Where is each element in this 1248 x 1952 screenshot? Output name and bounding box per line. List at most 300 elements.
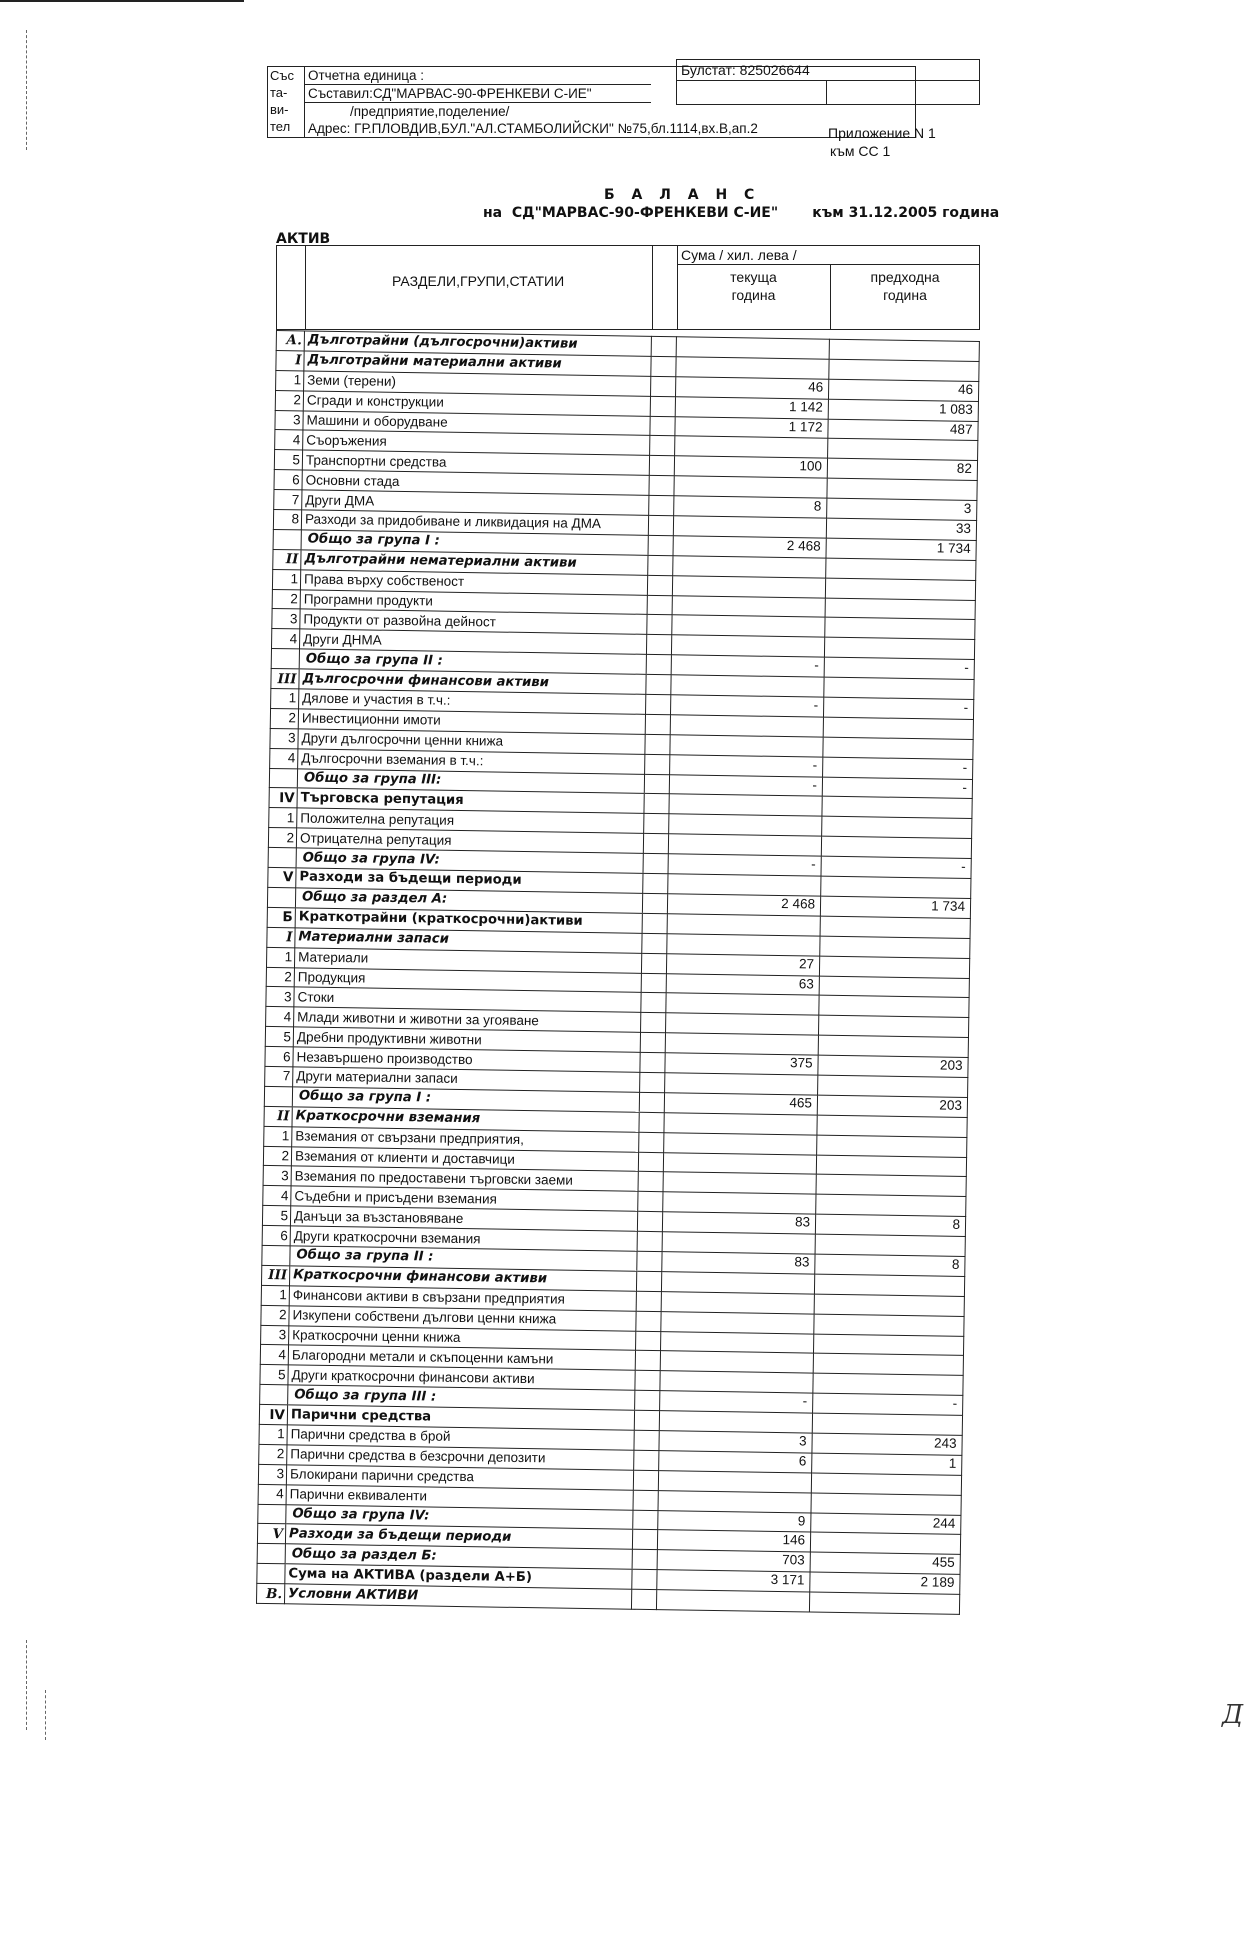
row-number (258, 1504, 286, 1524)
gap-cell (651, 376, 676, 396)
previous-year-value (812, 1413, 962, 1435)
row-number (267, 887, 295, 907)
previous-year-header (830, 268, 980, 304)
current-year-value: 146 (657, 1530, 810, 1552)
row-number: 2 (261, 1305, 289, 1325)
gap-cell (632, 1569, 657, 1589)
previous-year-value: 1 734 (826, 538, 976, 560)
current-year-value (675, 436, 828, 458)
current-year-value: 63 (666, 973, 819, 995)
row-number (268, 848, 296, 868)
previous-year-value: 33 (826, 518, 976, 540)
row-label: Общо за група I : (292, 1087, 639, 1112)
current-year-value (667, 933, 820, 955)
current-year-value: 8 (674, 496, 827, 518)
row-label: Благородни метали и скъпоценни камъни (288, 1345, 635, 1370)
row-label: Дялове и участия в т.ч.: (299, 689, 646, 714)
row-number: 3 (270, 728, 298, 748)
previous-year-value (816, 1155, 966, 1177)
appendix-note (828, 124, 936, 160)
current-year-value (669, 794, 822, 816)
current-year-value (672, 615, 825, 637)
row-number: II (273, 549, 301, 569)
row-label: Дребни продуктивни животни (293, 1027, 640, 1052)
appendix-line: Приложение N 1 (828, 125, 936, 141)
previous-year-value (824, 638, 974, 660)
header-line: година (883, 287, 927, 303)
row-label: Други краткосрочни финансови активи (288, 1365, 635, 1390)
previous-year-value (818, 1035, 968, 1057)
row-label: Общо за раздел А: (295, 888, 642, 913)
current-year-header (677, 268, 830, 304)
row-label: Материални запаси (295, 928, 642, 953)
gap-cell (644, 814, 669, 834)
gap-cell (650, 396, 675, 416)
row-label: Други материални запаси (293, 1067, 640, 1092)
row-number: V (257, 1524, 285, 1544)
margin-punch-marks (45, 1690, 50, 1740)
row-label: Парични еквиваленти (286, 1484, 633, 1509)
gap-cell (641, 953, 666, 973)
row-number (257, 1544, 285, 1564)
current-year-value (672, 575, 825, 597)
current-year-value (669, 814, 822, 836)
row-label: Дълготрайни нематериални активи (301, 550, 648, 575)
previous-year-value: 8 (815, 1254, 965, 1276)
current-year-value (672, 595, 825, 617)
row-label: Стоки (294, 987, 641, 1012)
current-year-value (659, 1411, 812, 1433)
gap-cell (649, 456, 674, 476)
gap-cell (636, 1291, 661, 1311)
gap-cell (633, 1510, 658, 1530)
gap-cell (651, 336, 676, 356)
balance-table-body (256, 331, 979, 1615)
row-number: I (276, 350, 304, 370)
row-number: 5 (262, 1206, 290, 1226)
gap-cell (636, 1331, 661, 1351)
row-label: Програмни продукти (300, 589, 647, 614)
previous-year-value: 1 (812, 1453, 962, 1475)
current-year-value (663, 1152, 816, 1174)
gap-cell (637, 1231, 662, 1251)
row-number: 4 (258, 1484, 286, 1504)
gap-cell (639, 1112, 664, 1132)
row-label: Общо за група III: (297, 768, 644, 793)
previous-year-value (817, 1115, 967, 1137)
row-label: Краткосрочни финансови активи (289, 1266, 636, 1291)
current-year-value (660, 1371, 813, 1393)
current-year-value: 2 468 (667, 894, 820, 916)
gap-cell (650, 436, 675, 456)
row-label: Млади животни и животни за угояване (294, 1007, 641, 1032)
previous-year-value: 1 734 (820, 896, 970, 918)
side-label-line: та- (270, 85, 288, 100)
row-number: V (268, 867, 296, 887)
gap-cell (640, 1032, 665, 1052)
row-label: Дълготрайни материални активи (304, 351, 651, 376)
row-label: Краткосрочни вземания (292, 1107, 639, 1132)
previous-year-value (828, 439, 978, 461)
previous-year-value (813, 1334, 963, 1356)
row-number: 3 (258, 1464, 286, 1484)
row-number: 4 (260, 1345, 288, 1365)
aktiv-label: АКТИВ (276, 231, 331, 247)
gap-cell (643, 873, 668, 893)
gap-cell (649, 476, 674, 496)
sections-header: РАЗДЕЛИ,ГРУПИ,СТАТИИ (392, 273, 565, 289)
row-number (262, 1245, 290, 1265)
row-label: Съоръжения (303, 430, 650, 455)
previous-year-value (817, 1135, 967, 1157)
row-number: III (271, 669, 299, 689)
row-number: 2 (270, 708, 298, 728)
previous-year-value (809, 1592, 959, 1614)
row-label: Общо за група I : (301, 530, 648, 555)
row-label: Положителна репутация (297, 808, 644, 833)
row-label: Блокирани парични средства (286, 1465, 633, 1490)
row-label: Условни АКТИВИ (284, 1584, 631, 1609)
previous-year-value (822, 797, 972, 819)
current-year-value (666, 993, 819, 1015)
current-year-value (676, 337, 829, 359)
table-header (276, 245, 980, 330)
enterprise-note: /предприятие,поделение/ (350, 104, 510, 119)
previous-year-value: 203 (818, 1055, 968, 1077)
previous-year-value (829, 359, 979, 381)
row-number: 1 (266, 947, 294, 967)
row-number: 2 (266, 967, 294, 987)
row-number: 4 (275, 430, 303, 450)
gap-cell (650, 416, 675, 436)
current-year-value (661, 1331, 814, 1353)
gap-cell (632, 1550, 657, 1570)
previous-year-value (819, 976, 969, 998)
row-label: Общо за раздел Б: (285, 1544, 632, 1569)
current-year-value (668, 874, 821, 896)
row-number: 3 (266, 987, 294, 1007)
current-year-value (658, 1490, 811, 1512)
row-number: II (264, 1106, 292, 1126)
row-number: 2 (275, 390, 303, 410)
previous-year-value (820, 936, 970, 958)
gap-cell (642, 913, 667, 933)
current-year-value: 83 (662, 1252, 815, 1274)
row-number: 2 (259, 1444, 287, 1464)
gap-cell (638, 1152, 663, 1172)
row-number: 5 (274, 450, 302, 470)
row-number: 7 (274, 490, 302, 510)
previous-year-value (816, 1194, 966, 1216)
previous-year-value (811, 1473, 961, 1495)
gap-cell (631, 1589, 656, 1609)
side-label-line: ви- (270, 102, 289, 117)
previous-year-value (820, 916, 970, 938)
row-label: Краткотрайни (краткосрочни)активи (295, 908, 642, 933)
previous-year-value (818, 1015, 968, 1037)
current-year-value (658, 1470, 811, 1492)
previous-year-value: - (823, 757, 973, 779)
row-label: Други ДНМА (299, 629, 646, 654)
current-year-value (661, 1311, 814, 1333)
row-label: Общо за група II : (299, 649, 646, 674)
previous-year-value (825, 578, 975, 600)
row-label: Земи (терени) (304, 371, 651, 396)
row-label: Търговска репутация (297, 788, 644, 813)
side-label-line: Със (270, 68, 295, 83)
row-label: Общо за група IV: (286, 1504, 633, 1529)
gap-cell (634, 1450, 659, 1470)
current-year-value: 2 468 (673, 536, 826, 558)
compiled-by: Съставил:СД"МАРВАС-90-ФРЕНКЕВИ С-ИЕ" (305, 85, 651, 103)
address-line: Адрес: ГР.ПЛОВДИВ,БУЛ."АЛ.СТАМБОЛИЙСКИ" №75,бл.1114,вх.В,ап.2 (308, 121, 758, 136)
row-label: Продукция (294, 967, 641, 992)
reporting-unit: Отчетна единица : (305, 67, 651, 85)
gap-cell (639, 1132, 664, 1152)
gap-cell (648, 555, 673, 575)
current-year-value: 703 (657, 1550, 810, 1572)
row-label: Незавършено производство (293, 1047, 640, 1072)
row-number (260, 1385, 288, 1405)
gap-cell (645, 754, 670, 774)
row-label: Материали (294, 947, 641, 972)
current-year-value (662, 1232, 815, 1254)
previous-year-value (821, 876, 971, 898)
row-label: Разходи за придобиване и ликвидация на ДМА (301, 510, 648, 535)
row-number: 1 (276, 370, 304, 390)
current-year-value (674, 476, 827, 498)
previous-year-value (813, 1353, 963, 1375)
previous-year-value (823, 717, 973, 739)
previous-year-value: 244 (811, 1513, 961, 1535)
current-year-value: 3 171 (657, 1570, 810, 1592)
gap-cell (647, 575, 672, 595)
current-year-value: 375 (665, 1053, 818, 1075)
previous-year-value: 82 (827, 459, 977, 481)
row-number: 8 (273, 510, 301, 530)
row-number (271, 649, 299, 669)
previous-year-value: 3 (827, 498, 977, 520)
gap-cell (644, 794, 669, 814)
current-year-value: - (671, 655, 824, 677)
current-year-value (660, 1351, 813, 1373)
row-label: Инвестиционни имоти (298, 709, 645, 734)
gap-cell (640, 1052, 665, 1072)
gap-cell (643, 834, 668, 854)
previous-year-value (822, 817, 972, 839)
previous-year-value (819, 956, 969, 978)
row-label: Други дългосрочни ценни книжа (298, 729, 645, 754)
current-year-value: 465 (664, 1093, 817, 1115)
gap-cell (639, 1092, 664, 1112)
row-label: Общо за група III : (288, 1385, 635, 1410)
row-label: Машини и оборудване (303, 411, 650, 436)
row-number: 2 (272, 589, 300, 609)
gap-cell (633, 1470, 658, 1490)
gap-cell (648, 515, 673, 535)
current-year-value: 27 (666, 953, 819, 975)
previous-year-value (815, 1234, 965, 1256)
gap-cell (632, 1530, 657, 1550)
previous-year-value: - (823, 697, 973, 719)
signature-mark: Д (1222, 1700, 1244, 1730)
current-year-value (665, 1073, 818, 1095)
compiler-side-label (268, 67, 305, 137)
gap-cell (642, 893, 667, 913)
row-number: I (267, 927, 295, 947)
row-label: Парични средства (287, 1405, 634, 1430)
row-label: Съдебни и присъдени вземания (291, 1186, 638, 1211)
row-label: Други ДМА (302, 490, 649, 515)
previous-year-value (827, 478, 977, 500)
previous-year-value: 2 189 (810, 1572, 960, 1594)
row-number: 1 (271, 688, 299, 708)
current-year-value: 1 172 (675, 416, 828, 438)
gap-cell (637, 1251, 662, 1271)
previous-year-value (826, 558, 976, 580)
previous-year-value: 487 (828, 419, 978, 441)
balance-table (256, 330, 980, 1615)
row-number: 1 (261, 1285, 289, 1305)
row-label: Разходи за бъдещи периоди (285, 1524, 632, 1549)
current-year-value: 46 (676, 377, 829, 399)
row-number: 3 (261, 1325, 289, 1345)
row-label: Финансови активи в свързани предприятия (289, 1286, 636, 1311)
row-number: 7 (265, 1066, 293, 1086)
gap-cell (636, 1271, 661, 1291)
gap-cell (634, 1430, 659, 1450)
current-year-value (673, 556, 826, 578)
previous-year-value (821, 836, 971, 858)
row-label: Продукти от развойна дейност (300, 609, 647, 634)
current-year-value (661, 1291, 814, 1313)
gap-cell (638, 1192, 663, 1212)
gap-cell (641, 973, 666, 993)
scan-edge-line (0, 0, 244, 2)
row-label: Вземания от клиенти и доставчици (291, 1146, 638, 1171)
row-number: 1 (264, 1126, 292, 1146)
row-number: В. (256, 1583, 284, 1603)
gap-cell (642, 933, 667, 953)
previous-year-value: - (822, 777, 972, 799)
row-label: Данъци за възстановяване (290, 1206, 637, 1231)
current-year-value (666, 1013, 819, 1035)
current-year-value: 9 (658, 1510, 811, 1532)
row-label: Отрицателна репутация (296, 828, 643, 853)
previous-year-value (824, 677, 974, 699)
row-number: 2 (268, 828, 296, 848)
gap-cell (635, 1390, 660, 1410)
current-year-value (670, 735, 823, 757)
row-label: Дълготрайни (дългосрочни)активи (304, 331, 651, 356)
document-title: Б А Л А Н С (604, 187, 761, 203)
current-year-value (664, 1112, 817, 1134)
bulstat-divider (826, 81, 827, 104)
bulstat-box (676, 59, 980, 105)
gap-cell (643, 853, 668, 873)
row-number (257, 1564, 285, 1584)
previous-year-value (818, 1075, 968, 1097)
row-label: Сума на АКТИВА (раздели А+Б) (285, 1564, 632, 1589)
margin-punch-marks (26, 30, 31, 150)
current-year-value (676, 357, 829, 379)
current-year-value (663, 1192, 816, 1214)
current-year-value: - (670, 754, 823, 776)
row-label: Вземания от свързани предприятия, (292, 1126, 639, 1151)
current-year-value (667, 914, 820, 936)
current-year-value (673, 516, 826, 538)
bulstat-number: Булстат: 825026644 (677, 60, 979, 81)
current-year-value: 100 (674, 456, 827, 478)
gap-cell (645, 714, 670, 734)
side-label-line: тел (270, 119, 291, 134)
row-label: Разходи за бъдещи периоди (296, 868, 643, 893)
previous-year-value (819, 996, 969, 1018)
gap-cell (649, 496, 674, 516)
row-label: Транспортни средства (302, 450, 649, 475)
previous-year-value: 46 (828, 379, 978, 401)
row-label: Права върху собственост (300, 570, 647, 595)
previous-year-value: 1 083 (828, 399, 978, 421)
row-number: 4 (270, 748, 298, 768)
previous-year-value (823, 737, 973, 759)
gap-cell (635, 1371, 660, 1391)
gap-cell (645, 734, 670, 754)
sum-header: Сума / хил. лева / (681, 247, 797, 263)
row-number: 3 (263, 1166, 291, 1186)
row-label: Общо за група II : (290, 1246, 637, 1271)
gap-cell (641, 993, 666, 1013)
row-number: 3 (275, 410, 303, 430)
previous-year-value (814, 1274, 964, 1296)
current-year-value (665, 1033, 818, 1055)
previous-year-value (816, 1174, 966, 1196)
current-year-value (671, 675, 824, 697)
previous-year-value (814, 1314, 964, 1336)
gap-cell (648, 535, 673, 555)
header-line: предходна (870, 269, 940, 285)
gap-cell (634, 1410, 659, 1430)
previous-year-value: 455 (810, 1552, 960, 1574)
current-year-value: - (660, 1391, 813, 1413)
previous-year-value (810, 1532, 960, 1554)
row-label: Вземания по предоставени търговски заеми (291, 1166, 638, 1191)
row-number: 6 (274, 470, 302, 490)
previous-year-value: - (821, 856, 971, 878)
gap-cell (651, 356, 676, 376)
row-label: Изкупени собствени дългови ценни книжа (289, 1305, 636, 1330)
row-number: 6 (262, 1225, 290, 1245)
gap-cell (646, 635, 671, 655)
gap-cell (635, 1351, 660, 1371)
previous-year-value: 243 (812, 1433, 962, 1455)
previous-year-value (811, 1493, 961, 1515)
row-number: 4 (266, 1007, 294, 1027)
gap-cell (647, 595, 672, 615)
margin-punch-marks (26, 1640, 31, 1730)
row-label: Дългосрочни вземания в т.ч.: (298, 749, 645, 774)
current-year-value: - (671, 695, 824, 717)
appendix-line: към СС 1 (830, 143, 891, 159)
gap-cell (638, 1172, 663, 1192)
row-label: Парични средства в брой (287, 1425, 634, 1450)
row-number: 5 (265, 1027, 293, 1047)
row-number: 2 (263, 1146, 291, 1166)
row-number (269, 768, 297, 788)
row-label: Краткосрочни ценни книжа (289, 1325, 636, 1350)
previous-year-value: 8 (815, 1214, 965, 1236)
row-number: А. (276, 331, 304, 351)
